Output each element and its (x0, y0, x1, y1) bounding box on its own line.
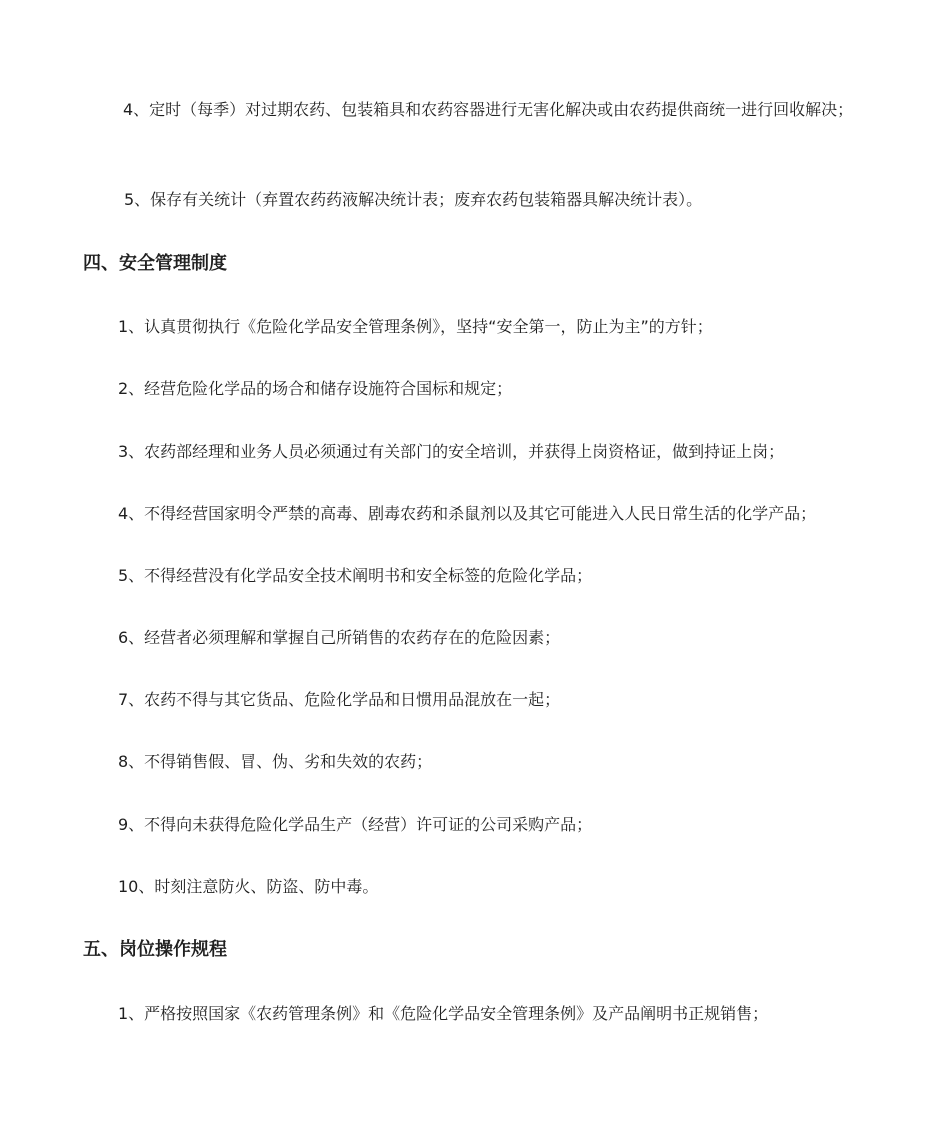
paragraph-s3-item5: 5、保存有关统计（弃置农药药液解决统计表；废弃农药包装箱器具解决统计表）。 (124, 190, 703, 209)
section-heading-5: 五、岗位操作规程 (83, 939, 227, 960)
list-item: 6、经营者必须理解和掌握自己所销售的农药存在的危险因素； (118, 628, 561, 647)
list-item: 9、不得向未获得危险化学品生产（经营）许可证的公司采购产品； (118, 815, 593, 834)
list-item: 1、严格按照国家《农药管理条例》和《危险化学品安全管理条例》及产品阐明书正规销售； (118, 1004, 769, 1023)
list-item: 8、不得销售假、冒、伪、劣和失效的农药； (118, 752, 433, 771)
list-item: 10、时刻注意防火、防盗、防中毒。 (118, 877, 379, 896)
list-item: 2、经营危险化学品的场合和储存设施符合国标和规定； (118, 379, 513, 398)
list-item: 1、认真贯彻执行《危险化学品安全管理条例》，坚持“安全第一，防止为主”的方针； (118, 317, 713, 336)
list-item: 7、农药不得与其它货品、危险化学品和日惯用品混放在一起； (118, 690, 561, 709)
list-item: 4、不得经营国家明令严禁的高毒、剧毒农药和杀鼠剂以及其它可能进入人民日常生活的化学产品； (118, 504, 817, 523)
list-item: 3、农药部经理和业务人员必须通过有关部门的安全培训，并获得上岗资格证，做到持证上岗； (118, 442, 785, 461)
section-heading-4: 四、安全管理制度 (83, 253, 227, 274)
list-item: 5、不得经营没有化学品安全技术阐明书和安全标签的危险化学品； (118, 566, 593, 585)
paragraph-s3-item4: 4、定时（每季）对过期农药、包装箱具和农药容器进行无害化解决或由农药提供商统一进行回收解决； (123, 100, 854, 119)
